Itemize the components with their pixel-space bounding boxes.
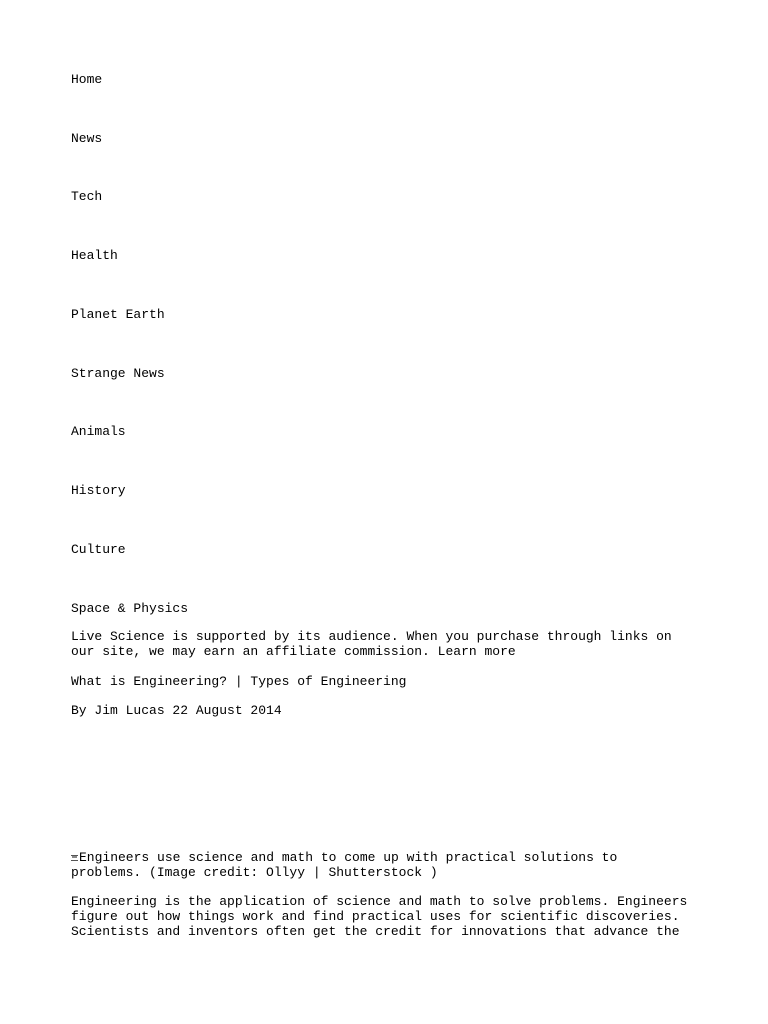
broken-image-icon: [71, 853, 79, 861]
article-byline: By Jim Lucas 22 August 2014: [71, 703, 282, 718]
image-caption: [71, 850, 631, 880]
learn-more-link[interactable]: Learn more: [437, 644, 516, 659]
article-body-paragraph: Engineering is the application of science and math to solve problems. Engineers figure out how things work and find practical uses for scientific discoveries. Scientists and inventors often get the credit for innovations that advance the: [71, 894, 688, 939]
article-title: What is Engineering? | Types of Engineering: [71, 674, 407, 689]
nav-link-tech[interactable]: Tech: [71, 189, 103, 204]
image-caption-text: Engineers use science and math to come up with practical solutions to problems. (Image credit: Ollyy | Shutterstock ): [71, 850, 618, 880]
nav-link-news[interactable]: News: [71, 131, 103, 146]
nav-link-home[interactable]: Home: [71, 72, 103, 87]
nav-link-culture[interactable]: Culture: [71, 542, 126, 557]
affiliate-disclaimer: [71, 629, 691, 659]
nav-link-strange-news[interactable]: Strange News: [71, 366, 165, 381]
affiliate-disclaimer-text: Live Science is supported by its audience. When you purchase through links on our site, we may earn an affiliate commission.: [71, 629, 672, 659]
nav-link-health[interactable]: Health: [71, 248, 118, 263]
nav-link-history[interactable]: History: [71, 483, 126, 498]
nav-link-planet-earth[interactable]: Planet Earth: [71, 307, 165, 322]
nav-link-space-physics[interactable]: Space & Physics: [71, 601, 189, 616]
nav-link-animals[interactable]: Animals: [71, 424, 126, 439]
